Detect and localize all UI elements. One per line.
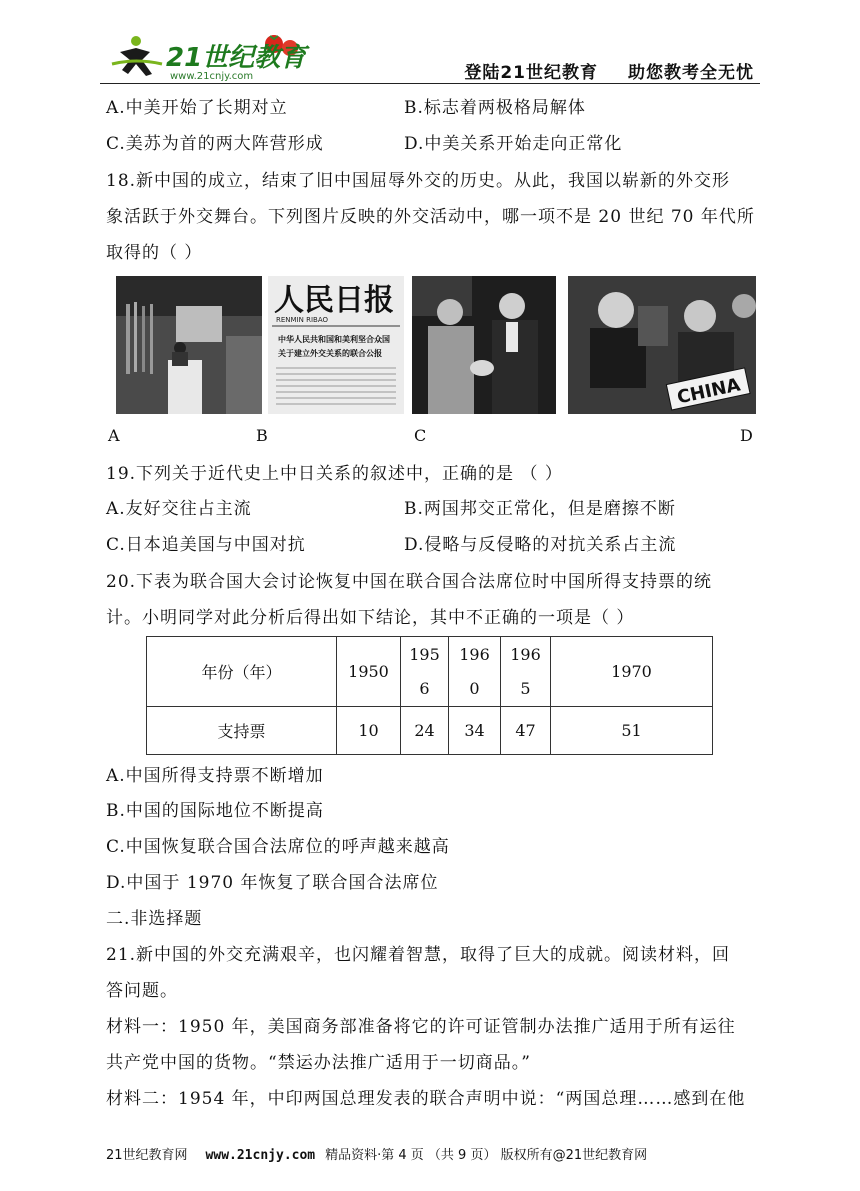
q19-option-c: C.日本追美国与中国对抗 [106,535,306,555]
table-cell-year: 196 5 [501,637,551,707]
table-cell-year: 196 0 [449,637,501,707]
footer-site-link[interactable]: www.21cnjy.com [205,1148,316,1163]
q17-option-d: D.中美关系开始走向正常化 [404,134,623,154]
slogan-left: 登陆21世纪教育 [464,63,598,83]
table-row-votes [147,707,713,755]
q18-photos [116,276,756,414]
q19-option-b: B.两国邦交正常化，但是磨擦不断 [404,499,676,519]
table-header-year: 年份（年） [147,637,337,707]
q20-option-d: D.中国于 1970 年恢复了联合国合法席位 [106,873,439,893]
table-row-years [147,637,713,707]
photo-b-newspaper [268,276,404,414]
svg-text:中华人民共和国和美利坚合众国: 中华人民共和国和美利坚合众国 [278,335,390,344]
section-title: 二.非选择题 [106,909,203,929]
svg-text:21世纪教育: 21世纪教育 [166,43,307,73]
page-footer [106,1144,647,1163]
slogan-right: 助您教考全无忧 [628,63,754,83]
table-cell-year: 195 6 [401,637,449,707]
material1-line1: 材料一：1950 年，美国商务部准备将它的许可证管制办法推广适用于所有运往 [106,1017,736,1037]
photo-a-un-speech [116,276,262,414]
table-cell-votes: 24 [401,707,449,755]
q20-stem-line2: 计。小明同学对此分析后得出如下结论，其中不正确的一项是（ ） [106,608,635,628]
q17-option-b: B.标志着两极格局解体 [404,98,586,118]
q19-option-d: D.侵略与反侵略的对抗关系占主流 [404,535,677,555]
header-slogan [464,58,754,83]
photo-label-d: D [740,426,753,445]
svg-text:RENMIN RIBAO: RENMIN RIBAO [276,316,328,324]
q20-option-c: C.中国恢复联合国合法席位的呼声越来越高 [106,837,450,857]
q21-stem-line1: 21.新中国的外交充满艰辛，也闪耀着智慧，取得了巨大的成就。阅读材料，回 [106,945,731,965]
footer-page-info: 精品资料·第 4 页 （共 9 页） 版权所有@21世纪教育网 [325,1148,648,1163]
svg-text:www.21cnjy.com: www.21cnjy.com [170,71,254,82]
photo-label-b: B [256,426,268,445]
table-cell-votes: 47 [501,707,551,755]
photo-label-a: A [108,426,120,445]
material2-line1: 材料二：1954 年，中印两国总理发表的联合声明中说：“两国总理……感到在他 [106,1089,746,1109]
vote-table [146,636,713,755]
svg-text:关于建立外交关系的联合公报: 关于建立外交关系的联合公报 [278,349,382,358]
q18-stem-line3: 取得的（ ） [106,243,203,263]
material1-line2: 共产党中国的货物。“禁运办法推广适用于一切商品。” [106,1053,531,1073]
q18-stem-line2: 象活跃于外交舞台。下列图片反映的外交活动中，哪一项不是 20 世纪 70 年代所 [106,207,755,227]
svg-text:CHINA: CHINA [675,374,743,409]
q20-option-a: A.中国所得支持票不断增加 [106,766,324,786]
q20-option-b: B.中国的国际地位不断提高 [106,801,324,821]
footer-left: 21世纪教育网 [106,1148,188,1163]
q21-stem-line2: 答问题。 [106,981,178,1001]
table-cell-year: 1950 [337,637,401,707]
table-cell-votes: 10 [337,707,401,755]
svg-text:人民日报: 人民日报 [274,283,394,318]
table-cell-votes: 34 [449,707,501,755]
photo-d-china-delegation [568,276,756,414]
q19-stem: 19.下列关于近代史上中日关系的叙述中，正确的是 （ ） [106,464,563,484]
table-header-votes: 支持票 [147,707,337,755]
q20-stem-line1: 20.下表为联合国大会讨论恢复中国在联合国合法席位时中国所得支持票的统 [106,572,713,592]
page-header [100,24,760,84]
q19-option-a: A.友好交往占主流 [106,499,252,519]
table-cell-votes: 51 [551,707,713,755]
logo [106,30,316,82]
table-cell-year: 1970 [551,637,713,707]
q18-stem-line1: 18.新中国的成立，结束了旧中国屈辱外交的历史。从此，我国以崭新的外交形 [106,171,731,191]
q17-option-a: A.中美开始了长期对立 [106,98,288,118]
q17-option-c: C.美苏为首的两大阵营形成 [106,134,324,154]
logo-icon [106,30,316,82]
photo-label-c: C [414,426,427,445]
photo-c-handshake [412,276,556,414]
